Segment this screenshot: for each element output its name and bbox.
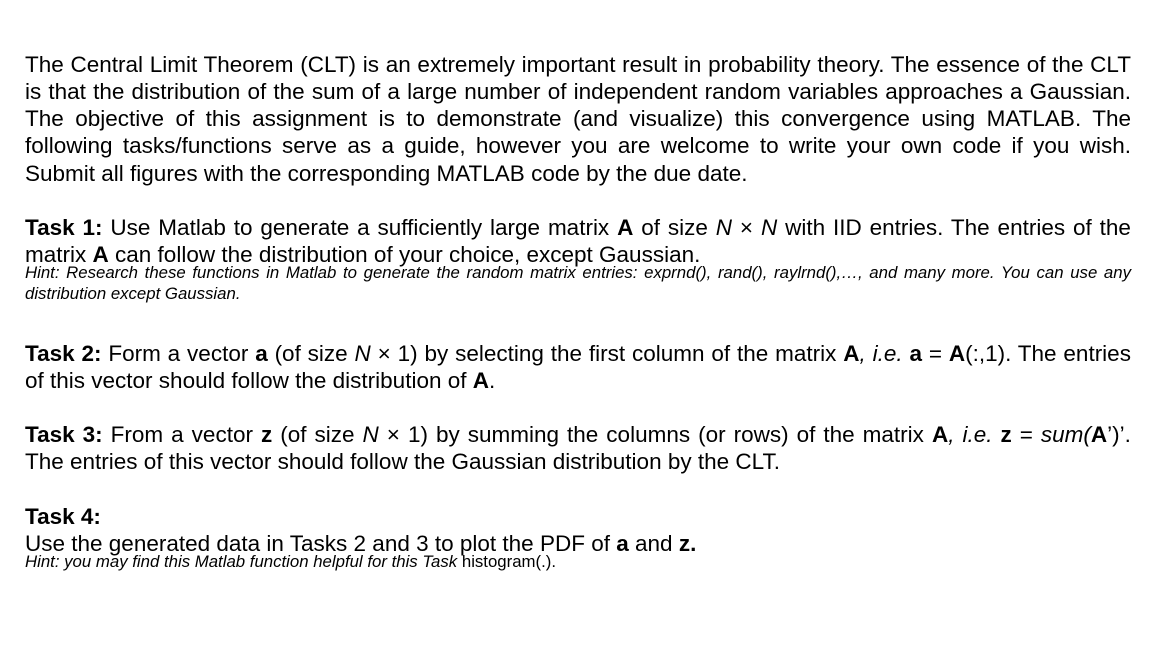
histogram-function: histogram(.). — [461, 551, 557, 571]
task-3-title: Task 3: — [25, 421, 103, 447]
task-1-text: of size — [641, 214, 708, 240]
ie-abbreviation: , i.e. — [948, 421, 993, 447]
N-symbol: N — [715, 214, 733, 240]
matrix-A-symbol: A — [472, 367, 490, 393]
task-1-text: can follow the distribution of your choice, except Gaussian. — [115, 241, 701, 267]
ie-abbreviation: , i.e. — [859, 340, 903, 366]
equals-symbol: = — [1019, 421, 1033, 447]
task-3-text: (of size — [280, 421, 355, 447]
sum-function: sum( — [1040, 421, 1091, 447]
task-2-title: Task 2: — [25, 340, 102, 366]
task-3-paragraph — [25, 421, 1131, 476]
task-4-title: Task 4: — [25, 503, 101, 529]
matrix-A-symbol: A — [948, 340, 966, 366]
task-2-text: (:,1). The entries of this vector should follow the distribution of — [25, 340, 1131, 393]
task-4-text: and — [635, 530, 673, 556]
matrix-A-symbol: A — [1090, 421, 1108, 447]
task-1-text: with IID entries. The entries of the matrix — [25, 214, 1131, 267]
N-symbol: N — [760, 214, 778, 240]
N-symbol: N — [354, 340, 371, 366]
task-3-text: The entries of this vector should follow the Gaussian distribution by the CLT. — [25, 448, 780, 474]
vector-a-symbol: a — [909, 340, 922, 366]
task-3-text: From a vector — [110, 421, 253, 447]
times-symbol: × — [739, 214, 754, 240]
matrix-A-symbol: A — [843, 340, 860, 366]
task-2-paragraph — [25, 340, 1131, 395]
task-2-text: (of size — [274, 340, 348, 366]
task-4-hint — [25, 551, 1131, 572]
vector-z-symbol: z — [1000, 421, 1012, 447]
matrix-A-symbol: A — [92, 241, 109, 267]
task-3-text: × 1) by summing the columns (or rows) of the matrix — [386, 421, 924, 447]
matrix-A-symbol: A — [931, 421, 949, 447]
task-1-hint: Hint: Research these functions in Matlab to generate the random matrix entries: exprnd(), rand(), raylrnd(),…, and many more. You can use any distribution except Gaussian. — [25, 262, 1131, 303]
task-4-paragraph — [25, 503, 1131, 558]
task-1-paragraph — [25, 214, 1131, 269]
equals-symbol: = — [928, 340, 942, 366]
vector-a-symbol: a — [255, 340, 268, 366]
period: . — [690, 530, 697, 556]
task-2-text: Form a vector — [108, 340, 249, 366]
task-1-text: Use Matlab to generate a sufficiently large matrix — [110, 214, 610, 240]
vector-z-symbol: z — [678, 530, 691, 556]
matrix-A-symbol: A — [617, 214, 634, 240]
transpose-suffix: ’)’. — [1107, 421, 1131, 447]
intro-paragraph: The Central Limit Theorem (CLT) is an extremely important result in probability theory. The essence of the CLT is that the distribution of the sum of a large number of independent random variables approaches a Gaussian. The objective of this assignment is to demonstrate (and visualize) this convergence using MATLAB. The following tasks/functions serve as a guide, however you are welcome to write your own code if you wish. Submit all figures with the corresponding MATLAB code by the due date. — [25, 51, 1131, 186]
task-4-hint-text: Hint: you may find this Matlab function helpful for this Task — [25, 551, 458, 571]
task-1-title: Task 1: — [25, 214, 103, 240]
vector-z-symbol: z — [260, 421, 273, 447]
task-2-text: × 1) by selecting the first column of the matrix — [377, 340, 837, 366]
vector-a-symbol: a — [616, 530, 629, 556]
period: . — [489, 367, 496, 393]
N-symbol: N — [362, 421, 379, 447]
task-4-text: Use the generated data in Tasks 2 and 3 to plot the PDF of — [25, 530, 610, 556]
